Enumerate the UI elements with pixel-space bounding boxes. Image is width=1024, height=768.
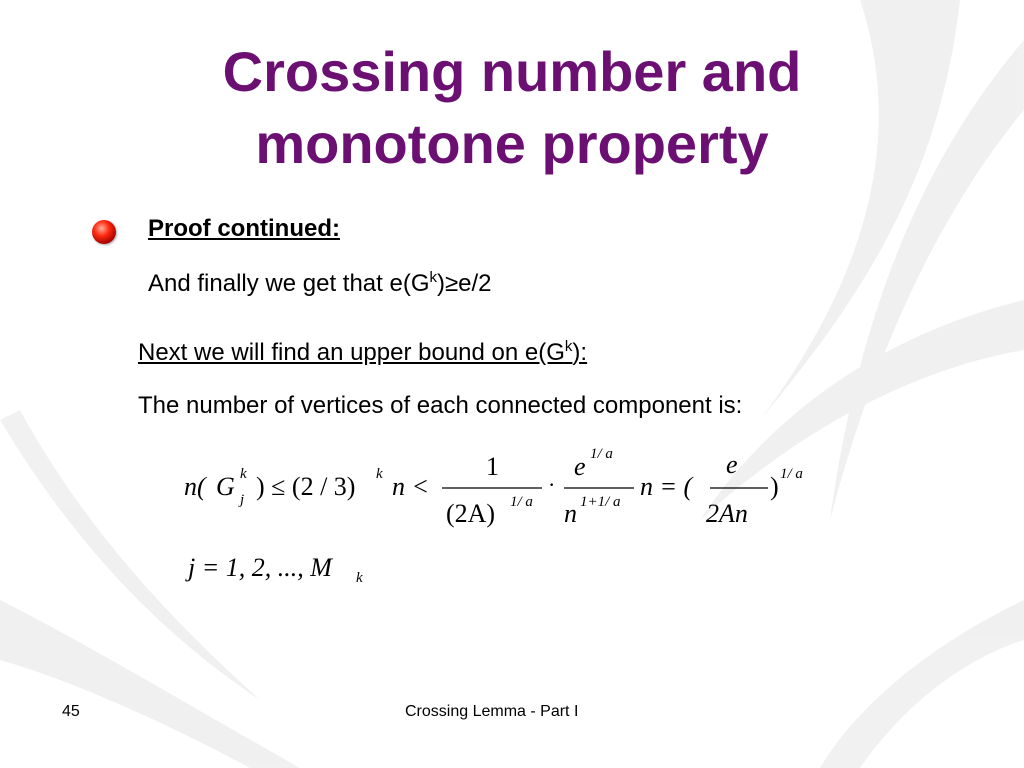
frac1-numerator: 1: [486, 452, 499, 481]
frac2-num-sup: 1/ a: [590, 446, 613, 462]
formula-pow-k: k: [376, 466, 383, 482]
superscript: k: [564, 338, 573, 355]
frac3-numerator: e: [726, 450, 738, 479]
proof-heading: Proof continued:: [148, 215, 340, 242]
formula-G-sup: k: [240, 466, 247, 482]
frac3-denominator: 2An: [706, 499, 748, 528]
formula-n-lt: n <: [392, 472, 430, 501]
bullet-icon: [92, 220, 116, 244]
formula-n-eq: n = (: [640, 472, 693, 501]
formula-index-sub: k: [356, 570, 363, 586]
formula-n-of: n(: [184, 472, 206, 501]
text-segment: And finally we get that e(G: [148, 270, 430, 297]
text-segment: )≥e/2: [436, 270, 492, 297]
page-number: 45: [62, 703, 80, 720]
text-segment: ):: [572, 339, 588, 366]
formula-close-sup: 1/ a: [780, 466, 803, 482]
vertex-bound-formula: [170, 440, 830, 590]
frac2-denominator: n: [564, 499, 577, 528]
slide-title-line-1: Crossing number and: [222, 40, 802, 103]
upper-bound-heading: [138, 338, 587, 368]
proof-result-line: [148, 269, 492, 299]
formula-index-range: j = 1, 2, ..., M: [188, 553, 332, 582]
frac2-numerator: e: [574, 452, 586, 481]
text-segment: Next we will find an upper bound on e(G: [138, 339, 565, 366]
formula-dot: ·: [548, 472, 556, 497]
frac1-den-sup: 1/ a: [510, 494, 533, 510]
superscript: k: [429, 269, 437, 286]
formula-G: G: [216, 472, 235, 501]
formula-le-two-thirds: ) ≤ (2 / 3): [256, 472, 356, 501]
footer-title: Crossing Lemma - Part I: [405, 703, 579, 720]
formula-G-sub: j: [240, 492, 245, 508]
frac2-den-sup: 1+1/ a: [580, 494, 621, 510]
slide-title-line-2: monotone property: [255, 112, 769, 175]
vertices-statement: The number of vertices of each connected component is:: [138, 392, 743, 419]
frac1-denominator: (2A): [446, 499, 496, 528]
formula-close-paren: ): [770, 472, 779, 501]
